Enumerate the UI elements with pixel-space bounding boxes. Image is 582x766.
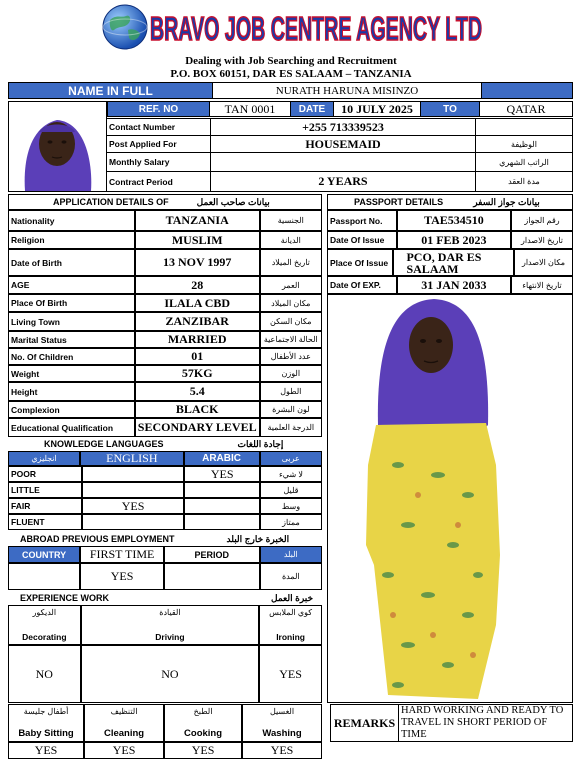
name-value: NURATH HARUNA MISINZO <box>212 82 482 99</box>
experience-cell <box>164 704 242 742</box>
table-row <box>8 249 322 276</box>
table-row <box>8 401 322 418</box>
detail-label: Living Town <box>8 312 135 331</box>
globe-logo-icon <box>102 4 148 50</box>
detail-value: TANZANIA <box>135 210 260 231</box>
lang-level-ar: وسط <box>260 498 322 514</box>
table-row <box>8 365 322 382</box>
passport-ar: تاريخ الانتهاء <box>511 276 573 294</box>
abroad-period-ar: المدة <box>260 563 322 590</box>
detail-ar: الطول <box>260 382 322 401</box>
experience-value: YES <box>259 645 322 703</box>
experience-ar: الديكور <box>32 608 57 617</box>
experience-label-row <box>8 605 322 645</box>
passport-title-ar: بيانات جواز السفر <box>473 196 540 207</box>
table-row <box>327 210 573 231</box>
passport-label: Date Of EXP. <box>327 276 397 294</box>
experience-cell <box>242 704 322 742</box>
name-extra-cell <box>481 82 573 99</box>
passport-label: Place Of Issue <box>327 249 393 276</box>
detail-value: 13 NOV 1997 <box>135 249 260 276</box>
lang-level-label: LITTLE <box>8 482 82 498</box>
experience-label: Decorating <box>22 632 67 642</box>
experience-label: Baby Sitting <box>18 728 74 739</box>
passport-value: 01 FEB 2023 <box>397 231 511 249</box>
detail-ar: الديانة <box>260 231 322 249</box>
arabic-header: ARABIC <box>184 451 260 466</box>
application-title: APPLICATION DETAILS OF <box>53 197 169 207</box>
passport-label: Date Of Issue <box>327 231 397 249</box>
experience-header <box>8 591 322 605</box>
detail-label: Complexion <box>8 401 135 418</box>
contact-value: +255 713339523 <box>210 118 476 136</box>
detail-value: ILALA CBD <box>135 294 260 312</box>
experience-label: Ironing <box>276 632 305 642</box>
detail-ar: مكان الميلاد <box>260 294 322 312</box>
detail-ar: مكان السكن <box>260 312 322 331</box>
abroad-title-ar: الخبرة خارج البلد <box>226 533 290 544</box>
detail-label: No. Of Children <box>8 348 135 365</box>
date-label: DATE <box>290 101 334 117</box>
experience-cell <box>8 704 84 742</box>
detail-ar: لون البشرة <box>260 401 322 418</box>
lang-arabic-value: YES <box>184 466 260 482</box>
experience-ar: أطفال جليسة <box>23 707 69 716</box>
languages-header <box>8 437 322 451</box>
arabic-ar-header: عربى <box>260 451 322 466</box>
abroad-period-cell <box>164 563 260 590</box>
table-row <box>8 276 322 294</box>
languages-table <box>8 451 322 530</box>
salary-value <box>210 152 476 172</box>
detail-label: Place Of Birth <box>8 294 135 312</box>
experience-ar: الطبخ <box>193 707 213 716</box>
detail-value: ZANZIBAR <box>135 312 260 331</box>
detail-ar: تاريخ الميلاد <box>260 249 322 276</box>
abroad-header <box>8 532 322 546</box>
to-value: QATAR <box>479 101 573 117</box>
experience-value: YES <box>164 742 242 759</box>
experience-label-row <box>8 704 322 742</box>
lang-english-value <box>82 514 185 530</box>
ref-label: REF. NO <box>107 101 210 117</box>
experience-ar: القيادة <box>159 608 181 617</box>
detail-label: Height <box>8 382 135 401</box>
period-header: PERIOD <box>164 546 260 563</box>
experience-cell <box>81 605 260 645</box>
table-row <box>327 276 573 294</box>
languages-head-row <box>8 451 322 466</box>
detail-label: Religion <box>8 231 135 249</box>
ref-value: TAN 0001 <box>209 101 291 117</box>
experience-label: Washing <box>262 728 302 739</box>
english-ar-header: انجليزي <box>8 451 80 466</box>
table-row <box>8 514 322 530</box>
salary-ar: الراتب الشهري <box>475 152 573 172</box>
detail-ar: الوزن <box>260 365 322 382</box>
remarks-value: HARD WORKING AND READY TO TRAVEL IN SHORT PERIOD OF TIME <box>398 704 573 742</box>
detail-ar: الجنسية <box>260 210 322 231</box>
passport-ar: تاريخ الاصدار <box>511 231 573 249</box>
lang-arabic-value <box>184 498 260 514</box>
passport-ar: رقم الجواز <box>511 210 573 231</box>
full-body-photo <box>327 294 573 703</box>
languages-title-ar: إجادة اللغات <box>237 438 284 449</box>
country-ar-header: البلد <box>260 546 322 563</box>
passport-ar: مكان الاصدار <box>514 249 573 276</box>
table-row <box>327 249 573 276</box>
table-row <box>8 482 322 498</box>
lang-arabic-value <box>184 514 260 530</box>
passport-value: PCO, DAR ES SALAAM <box>393 249 514 276</box>
period-label: Contract Period <box>106 171 211 192</box>
country-header: COUNTRY <box>8 546 80 563</box>
abroad-title: ABROAD PREVIOUS EMPLOYMENT <box>20 534 175 544</box>
detail-label: Nationality <box>8 210 135 231</box>
experience-value: NO <box>81 645 260 703</box>
first-time-header: FIRST TIME <box>80 546 164 563</box>
details-table <box>8 210 322 437</box>
table-row <box>8 210 322 231</box>
table-row <box>8 231 322 249</box>
experience-label: Driving <box>155 632 185 642</box>
date-value: 10 JULY 2025 <box>333 101 421 117</box>
address: P.O. BOX 60151, DAR ES SALAAM – TANZANIA <box>170 68 412 80</box>
passport-title: PASSPORT DETAILS <box>354 197 444 207</box>
detail-label: Marital Status <box>8 331 135 348</box>
passport-value: TAE534510 <box>397 210 511 231</box>
experience-title-ar: خبرة العمل <box>271 592 314 603</box>
lang-level-label: FAIR <box>8 498 82 514</box>
table-row <box>8 563 322 590</box>
detail-ar: الحالة الاجتماعية <box>260 331 322 348</box>
detail-ar: الدرجة العلمية <box>260 418 322 437</box>
lang-level-ar: لا شيء <box>260 466 322 482</box>
lang-arabic-value <box>184 482 260 498</box>
detail-value: SECONDARY LEVEL <box>135 418 260 437</box>
application-section-header <box>8 194 322 210</box>
abroad-first-time-value: YES <box>80 563 164 590</box>
table-row <box>8 418 322 437</box>
company-logo-text <box>150 6 485 48</box>
detail-ar: العمر <box>260 276 322 294</box>
remarks-label: REMARKS <box>330 704 399 742</box>
table-row <box>8 348 322 365</box>
passport-value: 31 JAN 2033 <box>397 276 511 294</box>
logo-text: BRAVO JOB CENTRE AGENCY LTD <box>150 10 482 47</box>
lang-english-value: YES <box>82 498 185 514</box>
abroad-head-row <box>8 546 322 563</box>
table-row <box>8 498 322 514</box>
experience-value: NO <box>8 645 81 703</box>
experience-ar: كوي الملابس <box>269 608 313 617</box>
salary-label: Monthly Salary <box>106 152 211 172</box>
table-row <box>8 382 322 401</box>
experience-cell <box>84 704 164 742</box>
lang-level-label: FLUENT <box>8 514 82 530</box>
languages-title: KNOWLEDGE LANGUAGES <box>44 439 164 449</box>
detail-label: Weight <box>8 365 135 382</box>
tagline: Dealing with Job Searching and Recruitment <box>185 55 397 67</box>
table-row <box>8 294 322 312</box>
passport-label: Passport No. <box>327 210 397 231</box>
english-header: ENGLISH <box>80 451 183 466</box>
detail-label: Educational Qualification <box>8 418 135 437</box>
abroad-country-cell <box>8 563 80 590</box>
table-row <box>8 645 322 703</box>
detail-value: BLACK <box>135 401 260 418</box>
name-label: NAME IN FULL <box>8 82 213 99</box>
detail-value: MUSLIM <box>135 231 260 249</box>
experience-cell <box>8 605 81 645</box>
to-label: TO <box>420 101 480 117</box>
post-label: Post Applied For <box>106 135 211 153</box>
portrait-photo <box>8 101 107 192</box>
experience-table <box>8 605 322 703</box>
period-ar: مدة العقد <box>475 171 573 192</box>
experience-title: EXPERIENCE WORK <box>20 593 110 603</box>
detail-value: MARRIED <box>135 331 260 348</box>
experience-ar: التنظيف <box>110 707 138 716</box>
experience-cell <box>259 605 322 645</box>
lang-level-ar: قليل <box>260 482 322 498</box>
table-row <box>8 312 322 331</box>
table-row <box>327 231 573 249</box>
experience-value: YES <box>84 742 164 759</box>
lang-english-value <box>82 482 185 498</box>
application-title-ar: بيانات صاحب العمل <box>196 196 270 207</box>
lang-english-value <box>82 466 185 482</box>
detail-value: 5.4 <box>135 382 260 401</box>
detail-label: AGE <box>8 276 135 294</box>
passport-table <box>327 210 573 294</box>
detail-ar: عدد الأطفال <box>260 348 322 365</box>
table-row <box>8 466 322 482</box>
detail-value: 57KG <box>135 365 260 382</box>
experience-table-2 <box>8 704 322 759</box>
detail-value: 01 <box>135 348 260 365</box>
experience-value: YES <box>8 742 84 759</box>
experience-ar: الغسيل <box>269 707 295 716</box>
abroad-table <box>8 546 322 590</box>
experience-value: YES <box>242 742 322 759</box>
lang-level-ar: ممتاز <box>260 514 322 530</box>
table-row <box>8 742 322 759</box>
detail-value: 28 <box>135 276 260 294</box>
table-row <box>8 331 322 348</box>
period-value: 2 YEARS <box>210 171 476 192</box>
passport-section-header <box>327 194 573 210</box>
contact-ar-cell <box>475 118 573 136</box>
post-ar: الوظيفة <box>475 135 573 153</box>
experience-label: Cleaning <box>103 728 145 739</box>
detail-label: Date of Birth <box>8 249 135 276</box>
contact-label: Contact Number <box>106 118 211 136</box>
lang-level-label: POOR <box>8 466 82 482</box>
experience-label: Cooking <box>184 728 223 739</box>
post-value: HOUSEMAID <box>210 135 476 153</box>
